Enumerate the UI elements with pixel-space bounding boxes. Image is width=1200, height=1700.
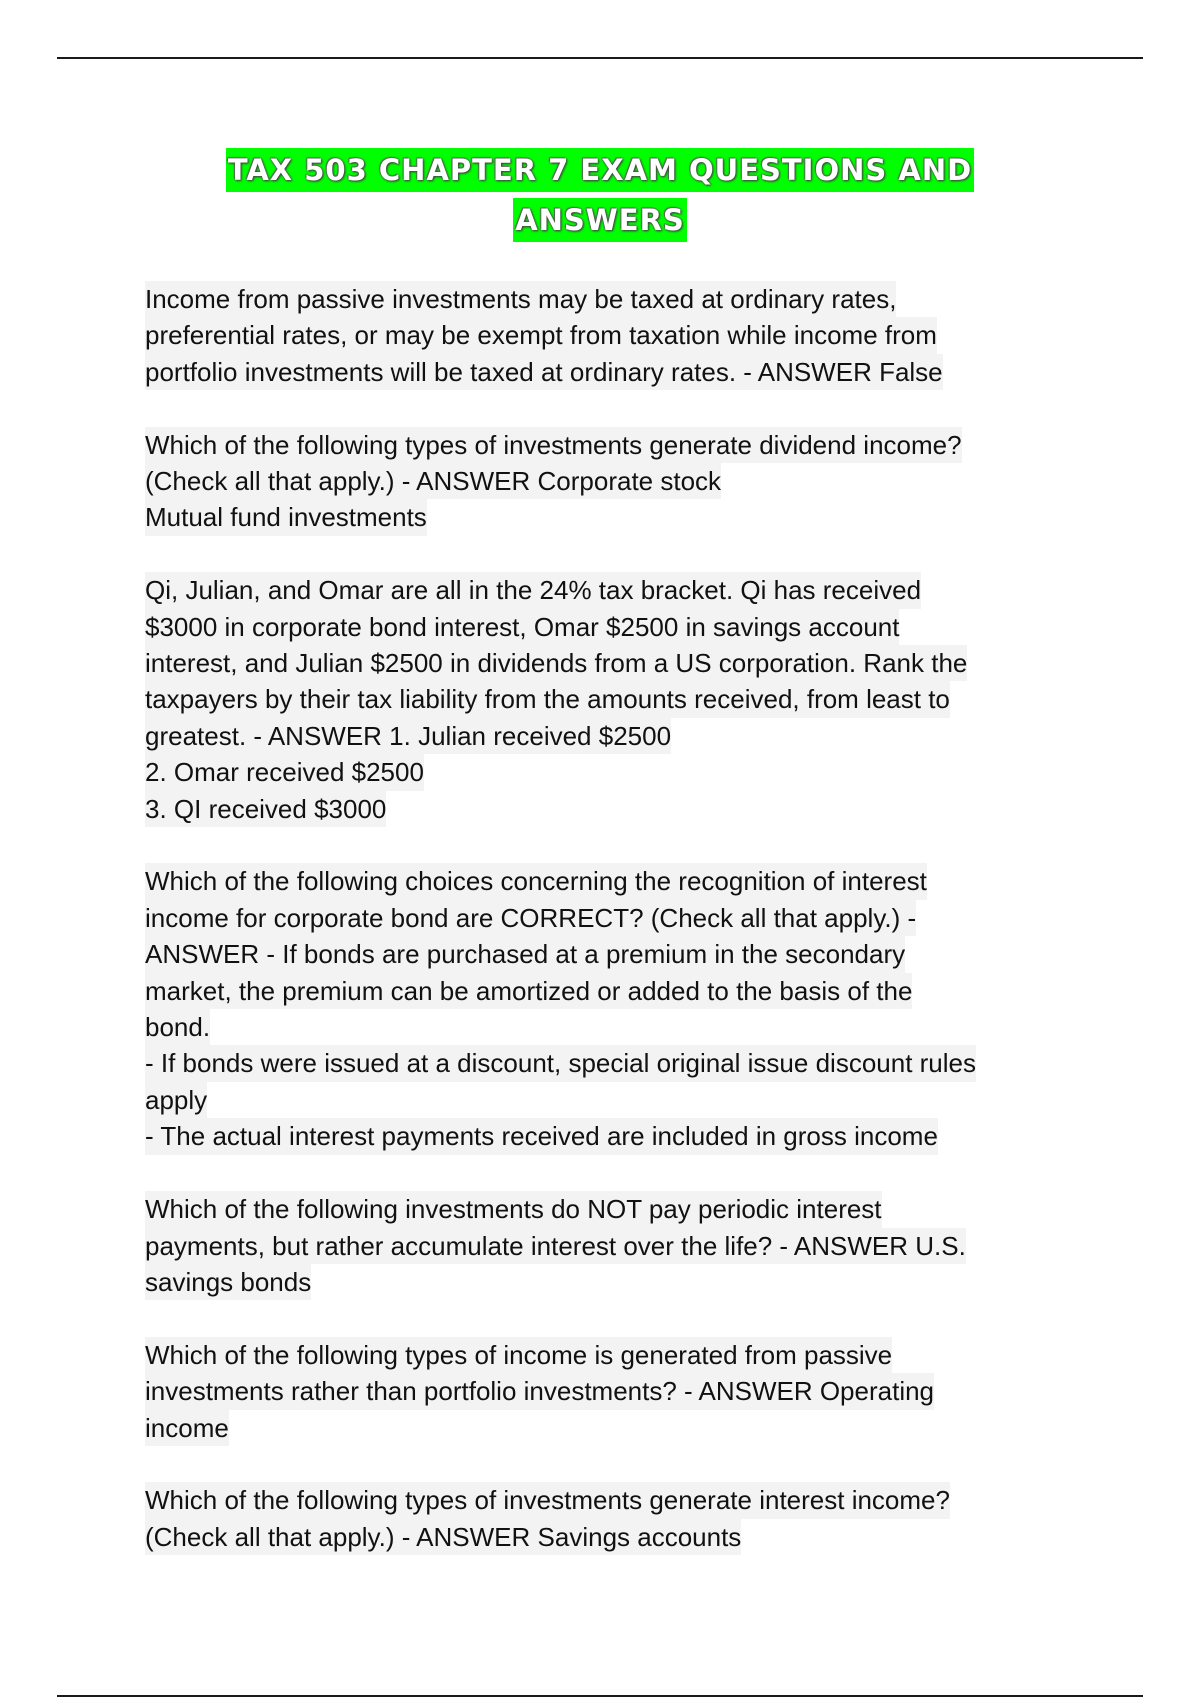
qa-text-line: Income from passive investments may be taxed at ordinary rates, bbox=[145, 281, 896, 317]
qa-text-line: - If bonds were issued at a discount, special original issue discount rules bbox=[145, 1045, 976, 1081]
qa-item bbox=[145, 1482, 1075, 1555]
qa-text-line: interest, and Julian $2500 in dividends from a US corporation. Rank the bbox=[145, 645, 967, 681]
qa-text-line: market, the premium can be amortized or added to the basis of the bbox=[145, 973, 912, 1009]
qa-text-line: savings bonds bbox=[145, 1264, 311, 1300]
title-line-1: TAX 503 CHAPTER 7 EXAM QUESTIONS AND bbox=[226, 148, 974, 192]
qa-text-line: apply bbox=[145, 1082, 207, 1118]
qa-text-line: income bbox=[145, 1410, 229, 1446]
title-line-2: ANSWERS bbox=[513, 198, 687, 242]
qa-text-line: ANSWER - If bonds are purchased at a premium in the secondary bbox=[145, 936, 905, 972]
qa-text-line: taxpayers by their tax liability from the amounts received, from least to bbox=[145, 681, 950, 717]
qa-text-line: Which of the following types of income is generated from passive bbox=[145, 1337, 892, 1373]
qa-text-line: investments rather than portfolio investments? - ANSWER Operating bbox=[145, 1373, 934, 1409]
qa-list bbox=[145, 281, 1075, 1592]
qa-text-line: (Check all that apply.) - ANSWER Savings accounts bbox=[145, 1519, 741, 1555]
qa-text-line: (Check all that apply.) - ANSWER Corporate stock bbox=[145, 463, 721, 499]
header-rule bbox=[57, 57, 1143, 59]
qa-item bbox=[145, 863, 1075, 1154]
qa-text-line: Which of the following types of investments generate interest income? bbox=[145, 1482, 950, 1518]
qa-text-line: Mutual fund investments bbox=[145, 499, 427, 535]
qa-text-line: Qi, Julian, and Omar are all in the 24% tax bracket. Qi has received bbox=[145, 572, 921, 608]
qa-text-line: Which of the following choices concerning the recognition of interest bbox=[145, 863, 927, 899]
qa-text-line: greatest. - ANSWER 1. Julian received $2500 bbox=[145, 718, 671, 754]
qa-text-line: 3. QI received $3000 bbox=[145, 791, 386, 827]
qa-item bbox=[145, 427, 1075, 536]
qa-text-line: - The actual interest payments received are included in gross income bbox=[145, 1118, 938, 1154]
footer-rule bbox=[57, 1695, 1143, 1697]
qa-text-line: Which of the following investments do NOT pay periodic interest bbox=[145, 1191, 882, 1227]
qa-text-line: $3000 in corporate bond interest, Omar $2500 in savings account bbox=[145, 609, 899, 645]
qa-item bbox=[145, 281, 1075, 390]
qa-item bbox=[145, 1337, 1075, 1446]
qa-text-line: income for corporate bond are CORRECT? (Check all that apply.) - bbox=[145, 900, 916, 936]
qa-item bbox=[145, 1191, 1075, 1300]
document-title bbox=[0, 148, 1200, 242]
qa-text-line: preferential rates, or may be exempt from taxation while income from bbox=[145, 317, 937, 353]
qa-text-line: payments, but rather accumulate interest over the life? - ANSWER U.S. bbox=[145, 1228, 966, 1264]
qa-text-line: portfolio investments will be taxed at ordinary rates. - ANSWER False bbox=[145, 354, 943, 390]
qa-text-line: bond. bbox=[145, 1009, 210, 1045]
qa-text-line: Which of the following types of investments generate dividend income? bbox=[145, 427, 962, 463]
qa-text-line: 2. Omar received $2500 bbox=[145, 754, 424, 790]
qa-item bbox=[145, 572, 1075, 827]
